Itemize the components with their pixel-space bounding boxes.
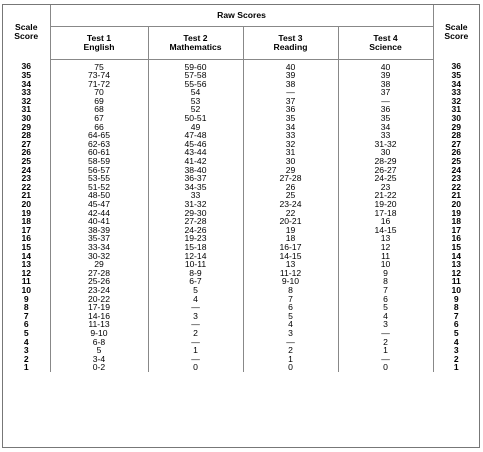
science-raw-cell: 19-20 <box>338 200 433 209</box>
table-row <box>3 157 479 166</box>
reading-raw-cell: 19 <box>243 226 338 235</box>
science-raw-cell: 31-32 <box>338 140 433 149</box>
reading-raw-cell: 29 <box>243 166 338 175</box>
english-raw-cell: 29 <box>50 260 148 269</box>
mathematics-raw-cell: 12-14 <box>148 252 243 261</box>
reading-raw-cell: 25 <box>243 191 338 200</box>
science-raw-cell: 1 <box>338 346 433 355</box>
science-raw-cell: 16 <box>338 217 433 226</box>
test1-header <box>50 26 148 59</box>
table-row <box>3 286 479 295</box>
mathematics-raw-cell: 2 <box>148 329 243 338</box>
science-raw-cell: 30 <box>338 148 433 157</box>
table-row <box>3 363 479 372</box>
english-raw-cell: 73-74 <box>50 71 148 80</box>
table-row <box>3 183 479 192</box>
scale-score-right-cell: 2 <box>453 353 459 364</box>
mathematics-raw-cell: 29-30 <box>148 209 243 218</box>
scale-score-left-cell: 26 <box>3 148 50 157</box>
mathematics-raw-cell: 6-7 <box>148 277 243 286</box>
reading-raw-cell: 27-28 <box>243 174 338 183</box>
scale-score-left-cell: 21 <box>3 191 50 200</box>
reading-raw-cell: 7 <box>243 295 338 304</box>
scale-score-left-cell: 34 <box>3 80 50 89</box>
science-raw-cell: 7 <box>338 286 433 295</box>
mathematics-raw-cell: 43-44 <box>148 148 243 157</box>
science-raw-cell: 5 <box>338 303 433 312</box>
science-raw-cell: 11 <box>338 252 433 261</box>
english-raw-cell: 66 <box>50 123 148 132</box>
english-raw-cell: 25-26 <box>50 277 148 286</box>
test1-number: Test 1 <box>86 32 112 43</box>
scale-score-right-cell: 4 <box>453 336 459 347</box>
mathematics-raw-cell: 57-58 <box>148 71 243 80</box>
table-row <box>3 295 479 304</box>
scale-score-left-cell: 11 <box>3 277 50 286</box>
english-raw-cell: 48-50 <box>50 191 148 200</box>
scale-score-left-cell: 1 <box>3 363 50 372</box>
mathematics-raw-cell: 36-37 <box>148 174 243 183</box>
table-row <box>3 105 479 114</box>
reading-raw-cell: 39 <box>243 71 338 80</box>
english-raw-cell: 71-72 <box>50 80 148 89</box>
scale-score-right-cell: 8 <box>453 302 459 313</box>
scale-score-right-cell: 23 <box>451 173 462 184</box>
table-row <box>3 243 479 252</box>
scale-score-left-cell: 32 <box>3 97 50 106</box>
test2-header <box>148 26 243 59</box>
mathematics-raw-cell: 15-18 <box>148 243 243 252</box>
english-raw-cell: 75 <box>50 59 148 71</box>
science-raw-cell: 24-25 <box>338 174 433 183</box>
mathematics-raw-cell: 52 <box>148 105 243 114</box>
table-row <box>3 88 479 97</box>
scale-score-left-cell: 5 <box>3 329 50 338</box>
scale-score-right-cell: 31 <box>451 104 462 115</box>
reading-raw-cell: 16-17 <box>243 243 338 252</box>
mathematics-raw-cell: — <box>148 303 243 312</box>
scale-score-right-cell: 36 <box>451 61 462 72</box>
english-raw-cell: 14-16 <box>50 312 148 321</box>
scale-score-right-cell: 27 <box>451 138 462 149</box>
english-raw-cell: 23-24 <box>50 286 148 295</box>
test1-name: English <box>83 41 115 52</box>
mathematics-raw-cell: 3 <box>148 312 243 321</box>
english-raw-cell: 56-57 <box>50 166 148 175</box>
science-raw-cell: 36 <box>338 105 433 114</box>
science-raw-cell: 28-29 <box>338 157 433 166</box>
scale-score-left-cell: 10 <box>3 286 50 295</box>
reading-raw-cell: 31 <box>243 148 338 157</box>
table-row <box>3 355 479 364</box>
english-raw-cell: 60-61 <box>50 148 148 157</box>
mathematics-raw-cell: 0 <box>148 363 243 372</box>
science-raw-cell: 37 <box>338 88 433 97</box>
test4-name: Science <box>369 41 402 52</box>
reading-raw-cell: 40 <box>243 59 338 71</box>
reading-raw-cell: 32 <box>243 140 338 149</box>
table-row <box>3 148 479 157</box>
scale-score-header-right <box>433 5 479 59</box>
scale-score-right-cell: 10 <box>451 284 462 295</box>
scale-score-right-cell: 32 <box>451 95 462 106</box>
english-raw-cell: 45-47 <box>50 200 148 209</box>
english-raw-cell: 11-13 <box>50 320 148 329</box>
scale-score-right-cell: 24 <box>451 164 462 175</box>
scale-score-left-cell: 8 <box>3 303 50 312</box>
table-row <box>3 80 479 89</box>
scale-score-right-cell: 15 <box>451 241 462 252</box>
reading-raw-cell: 0 <box>243 363 338 372</box>
mathematics-raw-cell: 33 <box>148 191 243 200</box>
scale-score-left-cell: 31 <box>3 105 50 114</box>
table-row <box>3 234 479 243</box>
table-row <box>3 329 479 338</box>
english-raw-cell: 33-34 <box>50 243 148 252</box>
reading-raw-cell: 2 <box>243 346 338 355</box>
reading-raw-cell: 5 <box>243 312 338 321</box>
reading-raw-cell: 30 <box>243 157 338 166</box>
scale-score-left-cell: 4 <box>3 338 50 347</box>
reading-raw-cell: — <box>243 88 338 97</box>
scale-score-left-cell: 27 <box>3 140 50 149</box>
science-raw-cell: 34 <box>338 123 433 132</box>
science-raw-cell: 17-18 <box>338 209 433 218</box>
scale-score-right-cell: 17 <box>451 224 462 235</box>
scale-score-right-cell: 26 <box>451 147 462 158</box>
mathematics-raw-cell: 24-26 <box>148 226 243 235</box>
scale-score-right-cell: 28 <box>451 130 462 141</box>
scale-score-right-cell: 6 <box>453 319 459 330</box>
scale-score-left-cell: 18 <box>3 217 50 226</box>
scale-score-right-cell: 3 <box>453 345 459 356</box>
english-raw-cell: 27-28 <box>50 269 148 278</box>
science-raw-cell: 9 <box>338 269 433 278</box>
english-raw-cell: 68 <box>50 105 148 114</box>
table-row <box>3 312 479 321</box>
mathematics-raw-cell: 19-23 <box>148 234 243 243</box>
english-raw-cell: 3-4 <box>50 355 148 364</box>
test4-number: Test 4 <box>373 32 398 43</box>
mathematics-raw-cell: 49 <box>148 123 243 132</box>
table-row <box>3 123 479 132</box>
scale-score-left-cell: 22 <box>3 183 50 192</box>
reading-raw-cell: 36 <box>243 105 338 114</box>
scale-score-right-cell: 33 <box>451 87 462 98</box>
scale-score-left-cell: 13 <box>3 260 50 269</box>
scale-score-right-cell: 30 <box>451 113 462 124</box>
reading-raw-cell: 33 <box>243 131 338 140</box>
test2-name: Mathematics <box>169 41 222 52</box>
scale-score-right-cell: 16 <box>451 233 462 244</box>
science-raw-cell: — <box>338 97 433 106</box>
scale-score-left-cell: 17 <box>3 226 50 235</box>
english-raw-cell: 40-41 <box>50 217 148 226</box>
scale-score-left-label: Scale Score <box>14 22 39 41</box>
test4-header <box>338 26 433 59</box>
reading-raw-cell: 13 <box>243 260 338 269</box>
table-row <box>3 191 479 200</box>
mathematics-raw-cell: 31-32 <box>148 200 243 209</box>
mathematics-raw-cell: 59-60 <box>148 59 243 71</box>
mathematics-raw-cell: 1 <box>148 346 243 355</box>
scale-score-right-cell: 25 <box>451 156 462 167</box>
mathematics-raw-cell: 5 <box>148 286 243 295</box>
mathematics-raw-cell: 45-46 <box>148 140 243 149</box>
reading-raw-cell: 9-10 <box>243 277 338 286</box>
english-raw-cell: 51-52 <box>50 183 148 192</box>
table-row <box>3 97 479 106</box>
science-raw-cell: 38 <box>338 80 433 89</box>
reading-raw-cell: 11-12 <box>243 269 338 278</box>
mathematics-raw-cell: 53 <box>148 97 243 106</box>
reading-raw-cell: 23-24 <box>243 200 338 209</box>
scale-score-left-cell: 7 <box>3 312 50 321</box>
reading-raw-cell: 38 <box>243 80 338 89</box>
english-raw-cell: 64-65 <box>50 131 148 140</box>
scale-score-left-cell: 36 <box>3 59 50 71</box>
mathematics-raw-cell: 47-48 <box>148 131 243 140</box>
scale-score-right-cell: 5 <box>453 327 459 338</box>
reading-raw-cell: 37 <box>243 97 338 106</box>
scale-score-right-cell: 29 <box>451 121 462 132</box>
reading-raw-cell: 3 <box>243 329 338 338</box>
scale-score-right-cell: 11 <box>451 276 461 287</box>
science-raw-cell: 14-15 <box>338 226 433 235</box>
scale-score-right-cell: 1 <box>453 362 459 373</box>
scale-score-left-cell: 16 <box>3 234 50 243</box>
science-raw-cell: 8 <box>338 277 433 286</box>
mathematics-raw-cell: — <box>148 355 243 364</box>
scale-score-right-cell: 12 <box>451 267 462 278</box>
table-row <box>3 277 479 286</box>
science-raw-cell: 13 <box>338 234 433 243</box>
science-raw-cell: 4 <box>338 312 433 321</box>
scale-score-right-cell: 22 <box>451 181 462 192</box>
score-conversion-table <box>3 5 479 372</box>
scale-score-right-label: Scale Score <box>444 22 469 41</box>
scale-score-left-cell: 6 <box>3 320 50 329</box>
score-rows <box>3 59 479 372</box>
reading-raw-cell: 14-15 <box>243 252 338 261</box>
scale-score-left-cell: 9 <box>3 295 50 304</box>
test3-header <box>243 26 338 59</box>
scale-score-right-cell: 35 <box>451 70 462 81</box>
table-row <box>3 140 479 149</box>
english-raw-cell: 38-39 <box>50 226 148 235</box>
scale-score-left-cell: 33 <box>3 88 50 97</box>
table-row <box>3 71 479 80</box>
reading-raw-cell: 35 <box>243 114 338 123</box>
english-raw-cell: 53-55 <box>50 174 148 183</box>
english-raw-cell: 67 <box>50 114 148 123</box>
science-raw-cell: — <box>338 355 433 364</box>
scale-score-left-cell: 28 <box>3 131 50 140</box>
scale-score-left-cell: 23 <box>3 174 50 183</box>
table-row <box>3 303 479 312</box>
table-row <box>3 114 479 123</box>
table-row <box>3 320 479 329</box>
scale-score-left-cell: 19 <box>3 209 50 218</box>
scale-score-left-cell: 15 <box>3 243 50 252</box>
science-raw-cell: 10 <box>338 260 433 269</box>
test3-number: Test 3 <box>278 32 303 43</box>
table-row <box>3 260 479 269</box>
test2-number: Test 2 <box>183 32 208 43</box>
english-raw-cell: 9-10 <box>50 329 148 338</box>
english-raw-cell: 0-2 <box>50 363 148 372</box>
mathematics-raw-cell: 34-35 <box>148 183 243 192</box>
scale-score-left-cell: 30 <box>3 114 50 123</box>
mathematics-raw-cell: 50-51 <box>148 114 243 123</box>
scale-score-right-cell: 9 <box>453 293 459 304</box>
table-row <box>3 346 479 355</box>
table-row <box>3 200 479 209</box>
table-row <box>3 269 479 278</box>
reading-raw-cell: 6 <box>243 303 338 312</box>
reading-raw-cell: 26 <box>243 183 338 192</box>
mathematics-raw-cell: 41-42 <box>148 157 243 166</box>
scale-score-left-cell: 29 <box>3 123 50 132</box>
reading-raw-cell: 20-21 <box>243 217 338 226</box>
science-raw-cell: 3 <box>338 320 433 329</box>
table-row <box>3 209 479 218</box>
english-raw-cell: 30-32 <box>50 252 148 261</box>
reading-raw-cell: 22 <box>243 209 338 218</box>
scale-score-left-cell: 24 <box>3 166 50 175</box>
english-raw-cell: 5 <box>50 346 148 355</box>
english-raw-cell: 6-8 <box>50 338 148 347</box>
reading-raw-cell: 1 <box>243 355 338 364</box>
table-row <box>3 166 479 175</box>
english-raw-cell: 70 <box>50 88 148 97</box>
table-row <box>3 217 479 226</box>
table-row <box>3 131 479 140</box>
scale-score-right-cell: 7 <box>453 310 459 321</box>
table-row <box>3 252 479 261</box>
scale-score-header-left <box>3 5 50 59</box>
english-raw-cell: 35-37 <box>50 234 148 243</box>
science-raw-cell: 21-22 <box>338 191 433 200</box>
mathematics-raw-cell: 55-56 <box>148 80 243 89</box>
english-raw-cell: 20-22 <box>50 295 148 304</box>
mathematics-raw-cell: 10-11 <box>148 260 243 269</box>
reading-raw-cell: 4 <box>243 320 338 329</box>
table-row <box>3 174 479 183</box>
reading-raw-cell: 18 <box>243 234 338 243</box>
scale-score-right-cell: 19 <box>451 207 462 218</box>
science-raw-cell: 23 <box>338 183 433 192</box>
scale-score-right-cell: 18 <box>451 216 462 227</box>
scale-score-right-cell: 13 <box>451 259 462 270</box>
science-raw-cell: 12 <box>338 243 433 252</box>
scale-score-right-cell: 14 <box>451 250 462 261</box>
scale-score-right-cell: 20 <box>451 199 462 209</box>
reading-raw-cell: 34 <box>243 123 338 132</box>
scale-score-right-cell: 34 <box>451 78 462 89</box>
raw-scores-header: Raw Scores <box>50 5 433 26</box>
reading-raw-cell: — <box>243 338 338 347</box>
mathematics-raw-cell: 27-28 <box>148 217 243 226</box>
science-raw-cell: 40 <box>338 59 433 71</box>
mathematics-raw-cell: — <box>148 320 243 329</box>
english-raw-cell: 62-63 <box>50 140 148 149</box>
science-raw-cell: 35 <box>338 114 433 123</box>
reading-raw-cell: 8 <box>243 286 338 295</box>
scale-score-right-cell: 21 <box>451 190 462 201</box>
science-raw-cell: 0 <box>338 363 433 372</box>
table-row <box>3 226 479 235</box>
science-raw-cell: 2 <box>338 338 433 347</box>
scale-score-left-cell: 2 <box>3 355 50 364</box>
mathematics-raw-cell: 8-9 <box>148 269 243 278</box>
science-raw-cell: 33 <box>338 131 433 140</box>
scale-score-left-cell: 20 <box>3 200 50 209</box>
table-row <box>3 59 479 71</box>
scale-score-left-cell: 12 <box>3 269 50 278</box>
mathematics-raw-cell: 38-40 <box>148 166 243 175</box>
scale-score-left-cell: 14 <box>3 252 50 261</box>
mathematics-raw-cell: 4 <box>148 295 243 304</box>
english-raw-cell: 69 <box>50 97 148 106</box>
mathematics-raw-cell: — <box>148 338 243 347</box>
mathematics-raw-cell: 54 <box>148 88 243 97</box>
test3-name: Reading <box>273 41 308 52</box>
scale-score-left-cell: 25 <box>3 157 50 166</box>
science-raw-cell: — <box>338 329 433 338</box>
science-raw-cell: 6 <box>338 295 433 304</box>
english-raw-cell: 42-44 <box>50 209 148 218</box>
science-raw-cell: 39 <box>338 71 433 80</box>
scale-score-left-cell: 35 <box>3 71 50 80</box>
english-raw-cell: 58-59 <box>50 157 148 166</box>
scale-score-left-cell: 3 <box>3 346 50 355</box>
science-raw-cell: 26-27 <box>338 166 433 175</box>
table-row <box>3 338 479 347</box>
english-raw-cell: 17-19 <box>50 303 148 312</box>
